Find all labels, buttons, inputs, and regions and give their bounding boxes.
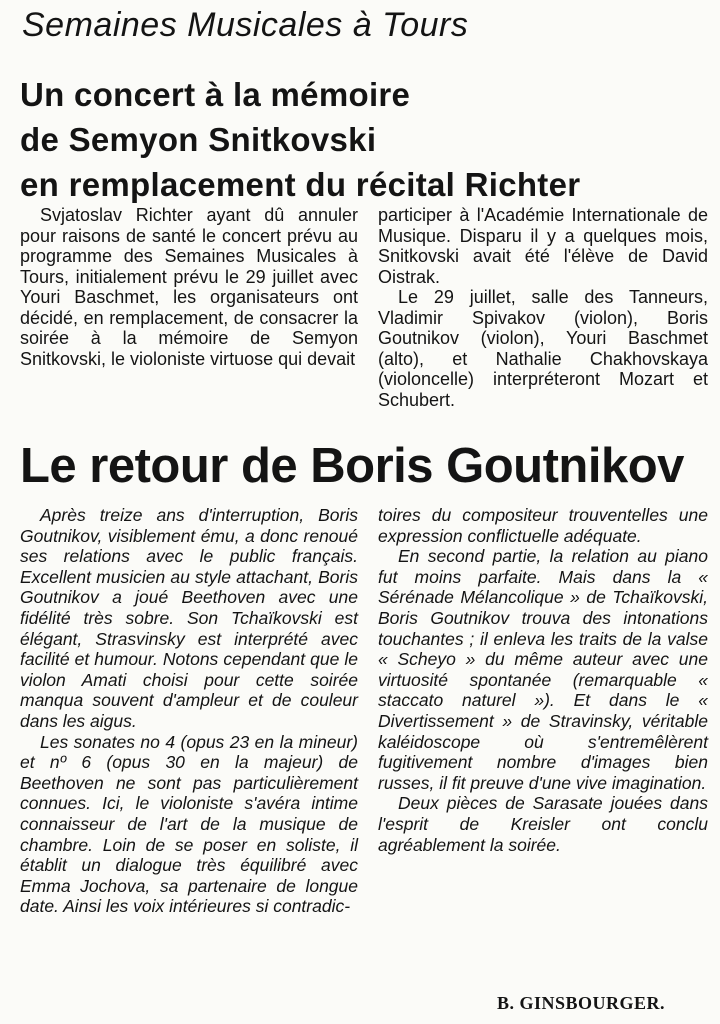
article1-column-right <box>378 205 708 410</box>
author-signature: B. GINSBOURGER. <box>497 993 666 1013</box>
article1-headline-line: de Semyon Snitkovski <box>20 121 377 158</box>
article2-headline: Le retour de Boris Goutnikov <box>20 439 684 493</box>
section-kicker: Semaines Musicales à Tours <box>22 6 469 44</box>
article1-paragraph: Svjatoslav Richter ayant dû annuler pour raisons de santé le concert prévu au programme des Semaines Musicales à Tours, initialement prévu le 29 juillet avec Youri Baschmet, les organisateurs ont décidé, en remplacement, de consacrer la soirée à la mémoire de Semyon Snitkovski, le violoniste virtuose qui devait <box>20 205 358 369</box>
article2-column-left <box>20 505 358 917</box>
article1-headline-line: Un concert à la mémoire <box>20 76 411 113</box>
article1-column-left <box>20 205 358 369</box>
article2-paragraph: Deux pièces de Sarasate jouées dans l'esprit de Kreisler ont conclu agréablement la soirée. <box>378 793 708 855</box>
article1-headline <box>20 72 710 207</box>
article2-paragraph: En second partie, la relation au piano fut moins parfaite. Mais dans la « Sérénade Mélancolique » de Tchaïkovski, Boris Goutnikov trouva des intonations touchantes ; il enleva les traits de la valse « Scheyo » du même auteur avec une virtuosité spontanée (remarquable « staccato naturel »). Et dans le « Divertissement » de Stravinsky, véritable kaléidoscope où s'entremêlèrent fugitivement nombre d'images bien russes, il fit preuve d'une vive imagination. <box>378 546 708 793</box>
article1-paragraph-continued: participer à l'Académie Internationale de Musique. Disparu il y a quelques mois, Snitkovski avait été l'élève de David Oistrak. <box>378 205 708 287</box>
article2-column-right <box>378 505 708 855</box>
article2-paragraph: Après treize ans d'interruption, Boris Goutnikov, visiblement ému, a donc renoué ses relations avec le public français. Excellent musicien au style attachant, Boris Goutnikov a joué Beethoven avec une fidélité très sobre. Son Tchaïkovski est élégant, Strasvinsky est interprété avec facilité et humour. Notons cependant que le violon Amati choisi pour cette soirée manqua souvent d'ampleur et de couleur dans les aigus. <box>20 505 358 731</box>
article2-paragraph-continued: toires du compositeur trouventelles une expression conflictuelle adéquate. <box>378 505 708 546</box>
article2-paragraph: Les sonates no 4 (opus 23 en la mineur) et nº 6 (opus 30 en la majeur) de Beethoven ne sont pas particulièrement connues. Ici, le violoniste s'avéra intime connaisseur de l'art de la musique de chambre. Loin de se poser en soliste, il établit un dialogue très équilibré avec Emma Jochova, sa partenaire de longue date. Ainsi les voix intérieures si contradic- <box>20 731 358 917</box>
article1-paragraph: Le 29 juillet, salle des Tanneurs, Vladimir Spivakov (violon), Boris Goutnikov (violon), Youri Baschmet (alto), et Nathalie Chakhovskaya (violoncelle) interpréteront Mozart et Schubert. <box>378 287 708 410</box>
article1-headline-line: en remplacement du récital Richter <box>20 166 581 203</box>
